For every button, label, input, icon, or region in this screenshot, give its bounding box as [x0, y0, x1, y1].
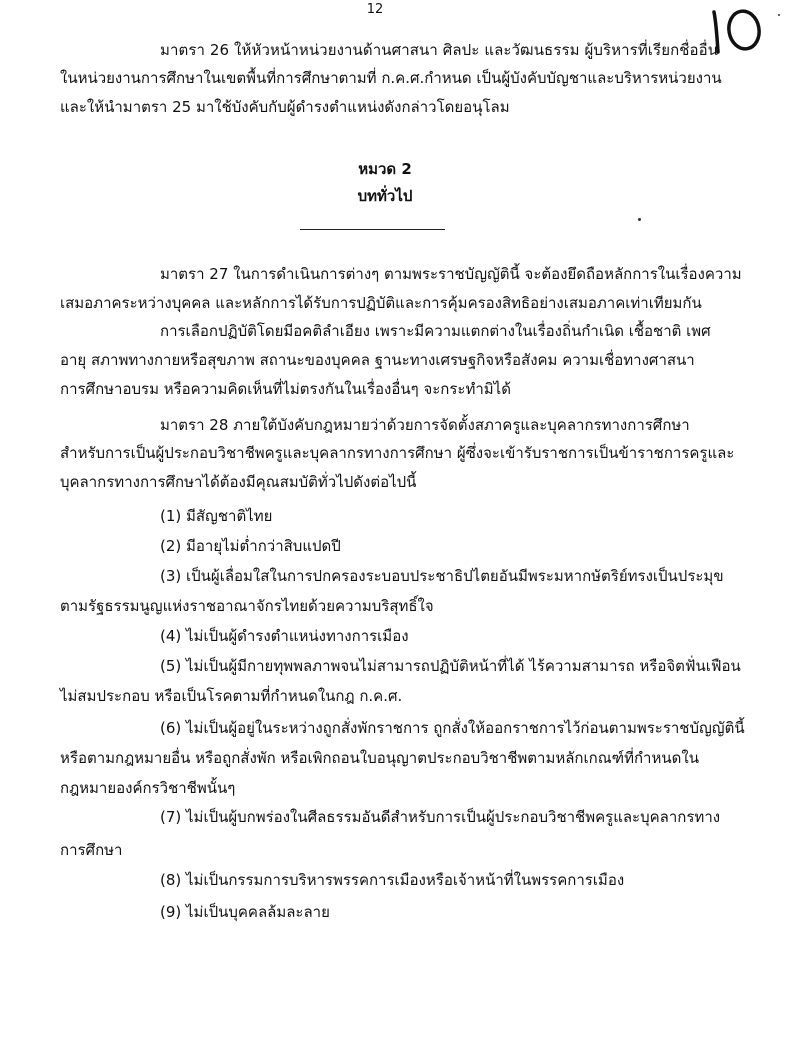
scan-speck	[638, 218, 641, 221]
item-6-line-1: (6) ไม่เป็นผู้อยู่ในระหว่างถูกสั่งพักราชการ ถูกสั่งให้ออกราชการไว้ก่อนตามพระราชบัญญัตินี้	[160, 719, 745, 737]
scan-speck	[778, 14, 780, 16]
section-28-line-3: บุคลากรทางการศึกษาได้ต้องมีคุณสมบัติทั่วไปดังต่อไปนี้	[60, 473, 417, 491]
item-3-line-1: (3) เป็นผู้เลื่อมใสในการปกครองระบอบประชาธิปไตยอันมีพระมหากษัตริย์ทรงเป็นประมุข	[160, 567, 724, 585]
item-8: (8) ไม่เป็นกรรมการบริหารพรรคการเมืองหรือเจ้าหน้าที่ในพรรคการเมือง	[160, 871, 625, 889]
chapter-divider	[300, 229, 445, 230]
page-number: 12	[366, 2, 384, 17]
section-26-line-1: มาตรา 26 ให้หัวหน้าหน่วยงานด้านศาสนา ศิลปะ และวัฒนธรรม ผู้บริหารที่เรียกชื่ออื่น	[160, 41, 719, 59]
item-4: (4) ไม่เป็นผู้ดำรงตำแหน่งทางการเมือง	[160, 627, 409, 645]
section-27-line-2: เสมอภาคระหว่างบุคคล และหลักการได้รับการปฏิบัติและการคุ้มครองสิทธิอย่างเสมอภาคเท่าเทียมกัน	[60, 294, 702, 312]
item-1: (1) มีสัญชาติไทย	[160, 507, 273, 525]
section-26-line-3: และให้นำมาตรา 25 มาใช้บังคับกับผู้ดำรงตำแหน่งดังกล่าวโดยอนุโลม	[60, 98, 510, 116]
section-27-line-4: อายุ สภาพทางกายหรือสุขภาพ สถานะของบุคคล ฐานะทางเศรษฐกิจหรือสังคม ความเชื่อทางศาสนา	[60, 351, 695, 369]
section-26-line-2: ในหน่วยงานการศึกษาในเขตพื้นที่การศึกษาตามที่ ก.ค.ศ.กำหนด เป็นผู้บังคับบัญชาและบริหารหน่วยงาน	[60, 69, 722, 87]
item-7-line-1: (7) ไม่เป็นผู้บกพร่องในศีลธรรมอันดีสำหรับการเป็นผู้ประกอบวิชาชีพครูและบุคลากรทาง	[160, 808, 721, 826]
chapter-number: หมวด 2	[358, 160, 412, 178]
item-5-line-2: ไม่สมประกอบ หรือเป็นโรคตามที่กำหนดในกฎ ก.ค.ศ.	[60, 687, 403, 705]
item-7-line-2: การศึกษา	[60, 841, 123, 859]
item-6-line-2: หรือตามกฎหมายอื่น หรือถูกสั่งพัก หรือเพิกถอนใบอนุญาตประกอบวิชาชีพตามหลักเกณฑ์ที่กำหนดใน	[60, 749, 699, 767]
section-27-line-1: มาตรา 27 ในการดำเนินการต่างๆ ตามพระราชบัญญัตินี้ จะต้องยึดถือหลักการในเรื่องความ	[160, 265, 742, 283]
section-27-line-3: การเลือกปฏิบัติโดยมีอคติลำเอียง เพราะมีความแตกต่างในเรื่องถิ่นกำเนิด เชื้อชาติ เพศ	[160, 322, 711, 340]
item-2: (2) มีอายุไม่ต่ำกว่าสิบแปดปี	[160, 537, 341, 555]
section-28-line-2: สำหรับการเป็นผู้ประกอบวิชาชีพครูและบุคลากรทางการศึกษา ผู้ซึ่งจะเข้ารับราชการเป็นข้าราชการครูและ	[60, 444, 735, 462]
section-27-line-5: การศึกษาอบรม หรือความคิดเห็นที่ไม่ตรงกันในเรื่องอื่นๆ จะกระทำมิได้	[60, 380, 511, 398]
item-5-line-1: (5) ไม่เป็นผู้มีกายทุพพลภาพจนไม่สามารถปฏิบัติหน้าที่ได้ ไร้ความสามารถ หรือจิตฟั่นเฟือน	[160, 657, 741, 675]
item-6-line-3: กฎหมายองค์กรวิชาชีพนั้นๆ	[60, 779, 236, 797]
section-28-line-1: มาตรา 28 ภายใต้บังคับกฎหมายว่าด้วยการจัดตั้งสภาครูและบุคลากรทางการศึกษา	[160, 416, 690, 434]
item-9: (9) ไม่เป็นบุคคลล้มละลาย	[160, 903, 330, 921]
item-3-line-2: ตามรัฐธรรมนูญแห่งราชอาณาจักรไทยด้วยความบริสุทธิ์ใจ	[60, 597, 434, 615]
chapter-title: บททั่วไป	[357, 187, 413, 205]
